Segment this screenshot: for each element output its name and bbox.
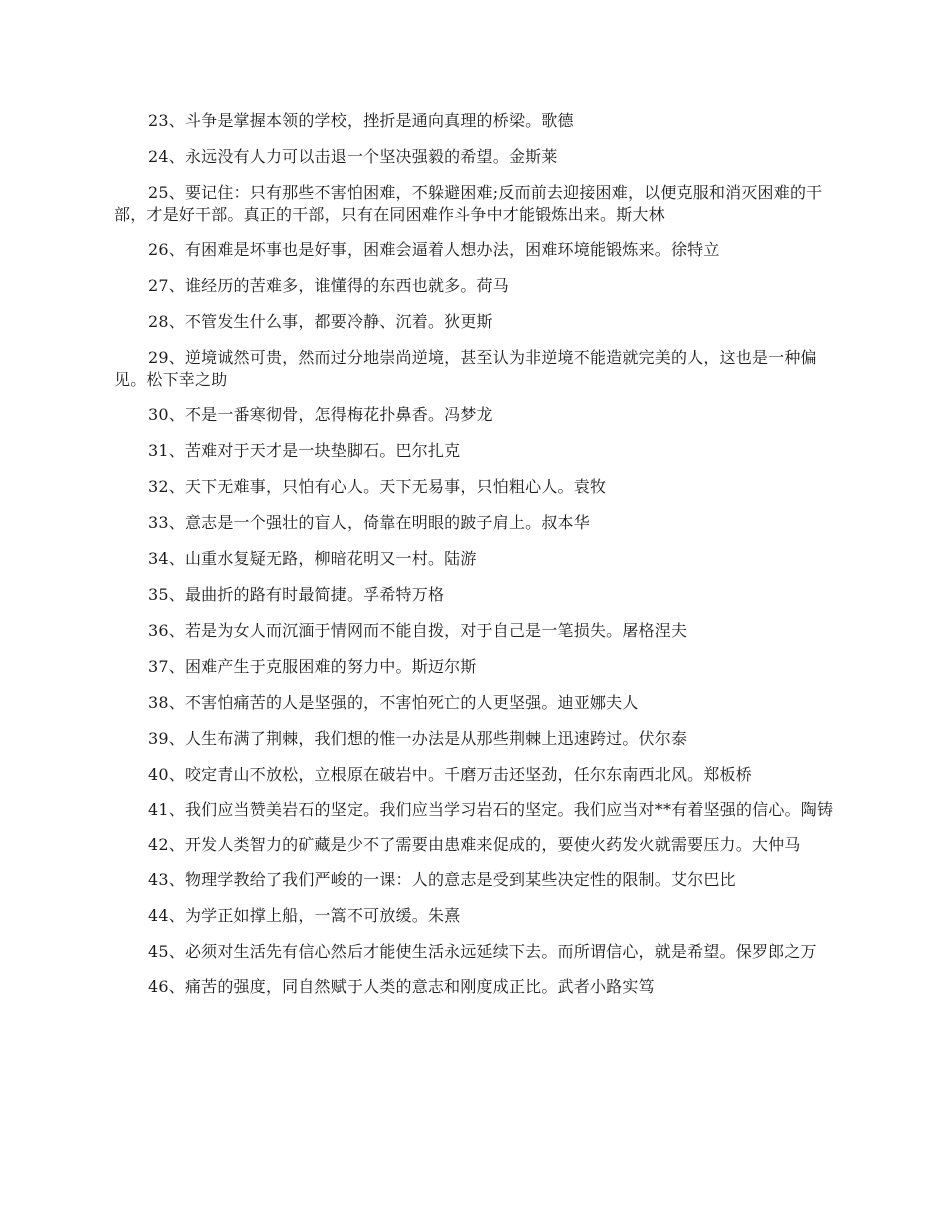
quote-26: 26、有困难是坏事也是好事，困难会逼着人想办法，困难环境能锻炼来。徐特立 <box>148 240 720 259</box>
quote-25: 25、要记住：只有那些不害怕困难，不躲避困难;反而前去迎接困难，以便克服和消灭困难的干部，才是好干部。真正的干部，只有在同困难作斗争中才能锻炼出来。斯大林 <box>114 183 823 224</box>
quote-28: 28、不管发生什么事，都要冷静、沉着。狄更斯 <box>148 312 493 331</box>
quote-29: 29、逆境诚然可贵，然而过分地崇尚逆境，甚至认为非逆境不能造就完美的人，这也是一种偏见。松下幸之助 <box>114 348 817 389</box>
quote-43: 43、物理学教给了我们严峻的一课：人的意志是受到某些决定性的限制。艾尔巴比 <box>148 870 736 889</box>
quote-38: 38、不害怕痛苦的人是坚强的，不害怕死亡的人更坚强。迪亚娜夫人 <box>148 693 639 712</box>
quote-44: 44、为学正如撑上船，一篙不可放缓。朱熹 <box>148 906 461 925</box>
quote-46: 46、痛苦的强度，同自然赋于人类的意志和刚度成正比。武者小路实笃 <box>148 977 655 996</box>
quote-34: 34、山重水复疑无路，柳暗花明又一村。陆游 <box>148 549 477 568</box>
quote-42: 42、开发人类智力的矿藏是少不了需要由患难来促成的，要使火药发火就需要压力。大仲马 <box>148 835 801 854</box>
quote-39: 39、人生布满了荆棘，我们想的惟一办法是从那些荆棘上迅速跨过。伏尔泰 <box>148 729 688 748</box>
quote-41: 41、我们应当赞美岩石的坚定。我们应当学习岩石的坚定。我们应当对**有着坚强的信心。陶铸 <box>148 800 834 819</box>
quote-32: 32、天下无难事，只怕有心人。天下无易事，只怕粗心人。袁牧 <box>148 477 607 496</box>
quote-24: 24、永远没有人力可以击退一个坚决强毅的希望。金斯莱 <box>148 147 558 166</box>
quote-36: 36、若是为女人而沉湎于情网而不能自拨，对于自己是一笔损失。屠格涅夫 <box>148 621 688 640</box>
quote-30: 30、不是一番寒彻骨，怎得梅花扑鼻香。冯梦龙 <box>148 405 493 424</box>
quote-40: 40、咬定青山不放松，立根原在破岩中。千磨万击还坚劲，任尔东南西北风。郑板桥 <box>148 765 752 784</box>
quote-45: 45、必须对生活先有信心然后才能使生活永远延续下去。而所谓信心，就是希望。保罗郎之万 <box>148 942 817 961</box>
quote-27: 27、谁经历的苦难多，谁懂得的东西也就多。荷马 <box>148 276 509 295</box>
quote-31: 31、苦难对于天才是一块垫脚石。巴尔扎克 <box>148 441 461 460</box>
quote-37: 37、困难产生于克服困难的努力中。斯迈尔斯 <box>148 657 477 676</box>
quote-23: 23、斗争是掌握本领的学校，挫折是通向真理的桥梁。歌德 <box>148 111 574 130</box>
quote-35: 35、最曲折的路有时最简捷。孚希特万格 <box>148 585 445 604</box>
quote-33: 33、意志是一个强壮的盲人，倚靠在明眼的跛子肩上。叔本华 <box>148 513 590 532</box>
